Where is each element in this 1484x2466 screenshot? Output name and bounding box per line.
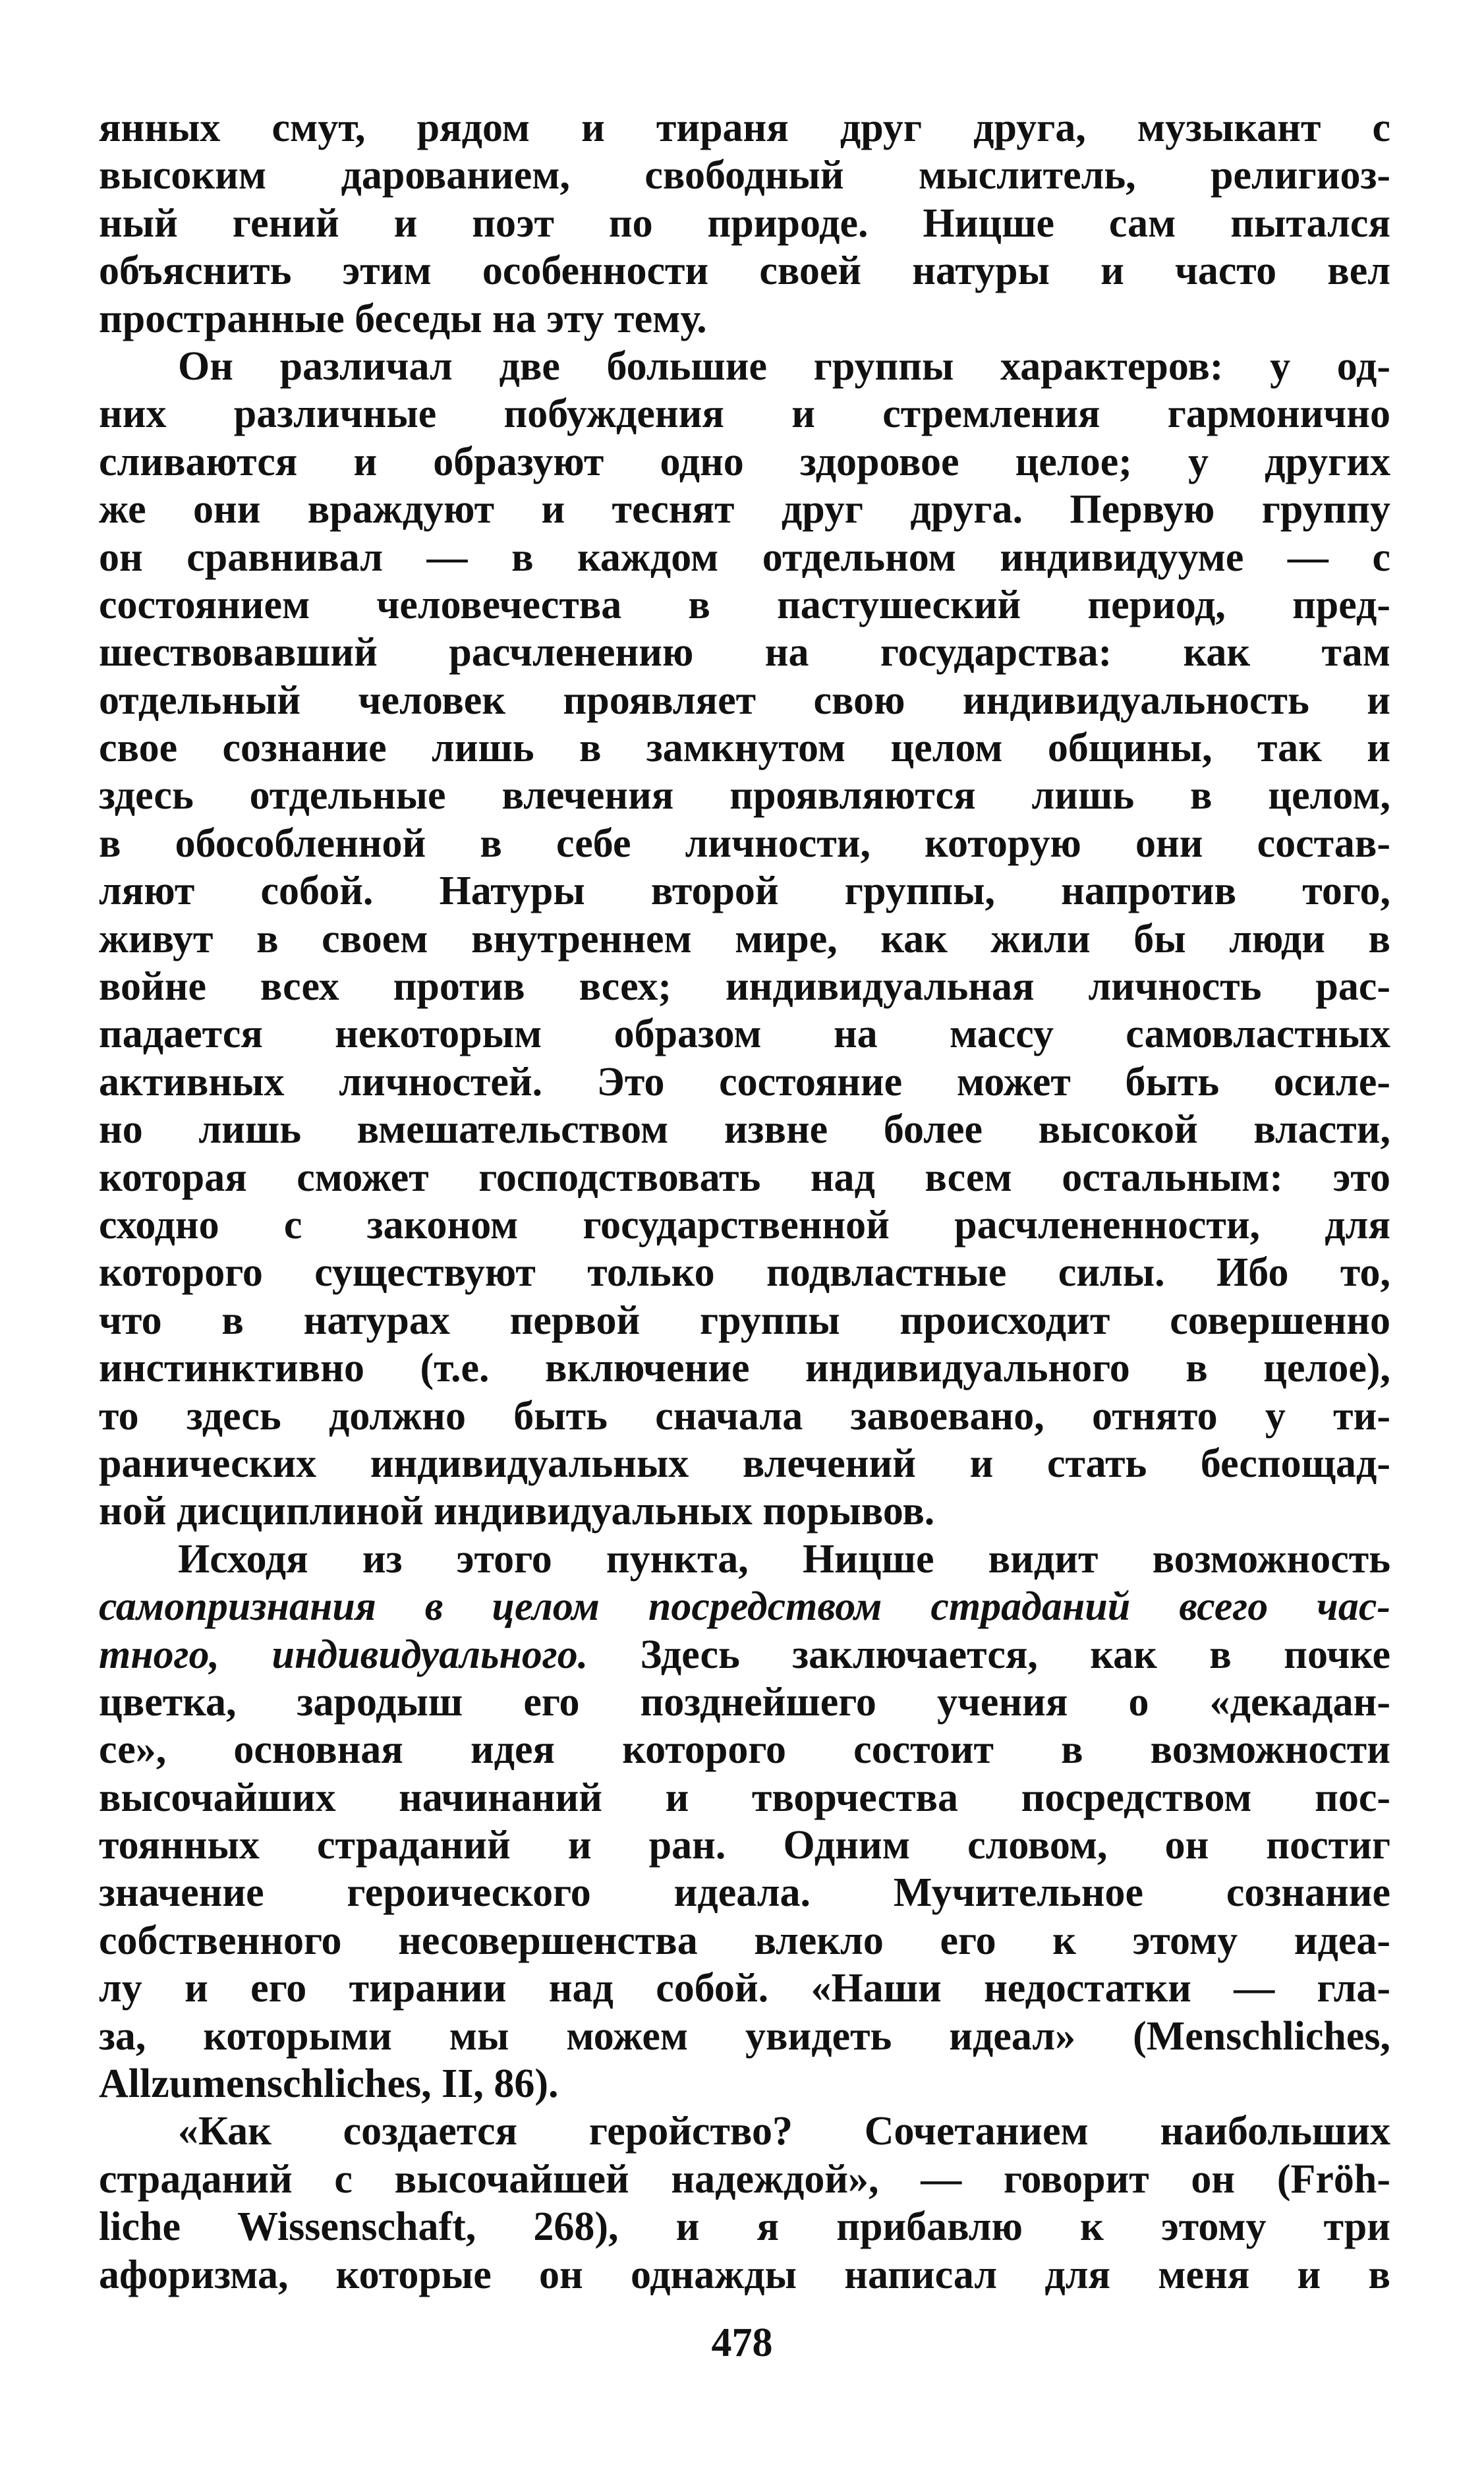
- text-line: активных личностей. Это состояние может быть осиле-: [99, 1059, 1390, 1104]
- text-line: за, которыми мы можем увидеть идеал» (Menschliches,: [99, 2013, 1390, 2059]
- text-line: инстинктивно (т.е. включение индивидуального в целое),: [99, 1346, 1390, 1391]
- page-number: 478: [711, 2320, 773, 2365]
- text-line: же они враждуют и теснят друг друга. Первую группу: [99, 487, 1390, 532]
- text-line: Он различал две большие группы характеров: у од-: [178, 343, 1390, 389]
- text-line: которая сможет господствовать над всем остальным: это: [99, 1155, 1390, 1200]
- text-line: liche Wissenschaft, 268), и я прибавлю к этому три: [99, 2204, 1390, 2250]
- line-text: Здесь заключается, как в почке: [588, 1632, 1390, 1677]
- text-line: лу и его тирании над собой. «Наши недостатки — гла-: [99, 1966, 1390, 2011]
- text-line: тоянных страданий и ран. Одним словом, он постиг: [99, 1823, 1390, 1868]
- text-line: то здесь должно быть сначала завоевано, отнято у ти-: [99, 1393, 1390, 1439]
- text-line: янных смут, рядом и тираня друг друга, музыкант с: [99, 105, 1390, 150]
- text-line: живут в своем внутреннем мире, как жили бы люди в: [99, 916, 1390, 961]
- text-line: сходно с законом государственной расчлененности, для: [99, 1202, 1390, 1247]
- text-line: [99, 1631, 1390, 1678]
- text-line: войне всех против всех; индивидуальная личность рас-: [99, 964, 1390, 1010]
- text-line: ный гений и поэт по природе. Ницше сам пытался: [99, 200, 1390, 246]
- text-line: высочайших начинаний и творчества посредством пос-: [99, 1775, 1390, 1820]
- text-line: пространные беседы на эту тему.: [99, 296, 707, 341]
- text-line: страданий с высочайшей надеждой», — говорит он (Fröh-: [99, 2156, 1390, 2202]
- text-line: собственного несовершенства влекло его к этому идеа-: [99, 1918, 1390, 1963]
- text-line: в обособленной в себе личности, которую они состав-: [99, 820, 1390, 866]
- text-line: высоким дарованием, свободный мыслитель, религиоз-: [99, 153, 1390, 198]
- text-line: шествовавший расчленению на государства: как там: [99, 630, 1390, 675]
- text-line: состоянием человечества в пастушеский период, пред-: [99, 582, 1390, 627]
- text-line: что в натурах первой группы происходит совершенно: [99, 1298, 1390, 1343]
- text-line: се», основная идея которого состоит в возможности: [99, 1727, 1390, 1773]
- text-line: Allzumenschliches, II, 86).: [99, 2061, 559, 2107]
- text-line: цветка, зародыш его позднейшего учения о «декадан-: [99, 1679, 1390, 1725]
- text-line: здесь отдельные влечения проявляются лишь в целом,: [99, 773, 1390, 818]
- text-line: самопризнания в целом посредством страданий всего час-: [99, 1584, 1390, 1630]
- text-line: свое сознание лишь в замкнутом целом общины, так и: [99, 726, 1390, 771]
- body-text: [99, 104, 1390, 2299]
- text-line: них различные побуждения и стремления гармонично: [99, 391, 1390, 437]
- text-line: сливаются и образуют одно здоровое целое; у других: [99, 439, 1390, 484]
- text-line: ранических индивидуальных влечений и стать беспощад-: [99, 1441, 1390, 1486]
- italic-text: тного, индивидуального.: [99, 1632, 588, 1677]
- text-line: ной дисциплиной индивидуальных порывов.: [99, 1489, 935, 1534]
- text-line: но лишь вмешательством извне более высокой власти,: [99, 1107, 1390, 1153]
- text-line: «Как создается геройство? Сочетанием наибольших: [178, 2109, 1390, 2154]
- text-line: отдельный человек проявляет свою индивидуальность и: [99, 677, 1390, 723]
- text-line: Исходя из этого пункта, Ницше видит возможность: [178, 1536, 1390, 1582]
- text-line: он сравнивал — в каждом отдельном индивидууме — с: [99, 534, 1390, 580]
- text-line: значение героического идеала. Мучительное сознание: [99, 1870, 1390, 1916]
- text-line: объяснить этим особенности своей натуры и часто вел: [99, 248, 1390, 294]
- text-line: падается некоторым образом на массу самовластных: [99, 1012, 1390, 1057]
- text-line: которого существуют только подвластные силы. Ибо то,: [99, 1250, 1390, 1296]
- text-line: афоризма, которые он однажды написал для меня и в: [99, 2252, 1390, 2297]
- text-line: ляют собой. Натуры второй группы, напротив того,: [99, 869, 1390, 914]
